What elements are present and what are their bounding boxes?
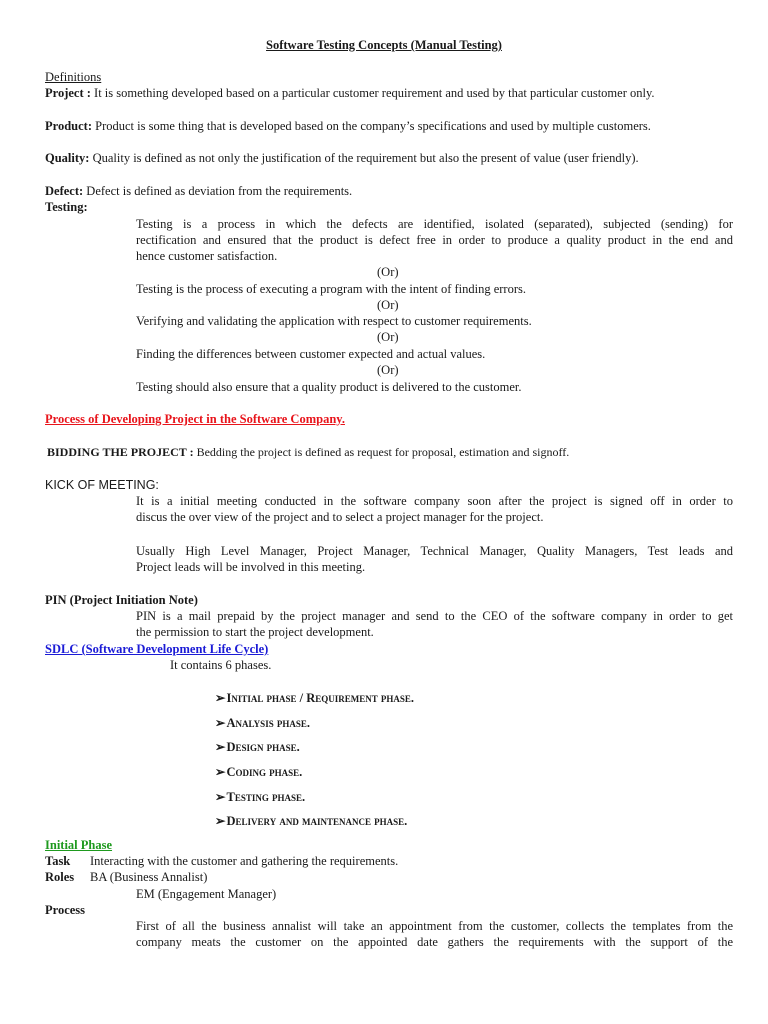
roles-label: Roles	[45, 870, 75, 884]
process-heading: Process of Developing Project in the Software Company.	[45, 412, 345, 426]
pin-paragraph	[136, 608, 733, 640]
quality-text: Quality is defined as not only the justification of the requirement but also the present of value (user friendly).	[89, 151, 639, 165]
defect-definition	[45, 183, 352, 199]
product-term: Product:	[45, 119, 92, 133]
definitions-heading: Definitions	[45, 70, 102, 84]
kickoff-heading: KICK OF MEETING:	[45, 478, 159, 492]
paragraph-line: the permission to start the project development.	[136, 625, 374, 639]
bidding-definition	[47, 444, 569, 460]
paragraph-line: Testing is a process in which the defects are identified, isolated (separated), subjected (sending) for	[136, 217, 733, 231]
paragraph-line: Project leads will be involved in this meeting.	[136, 560, 366, 574]
sdlc-phase-item	[215, 690, 414, 706]
or-separator: (Or)	[377, 330, 399, 344]
arrow-bullet-icon: ➢	[215, 790, 226, 804]
product-text: Product is some thing that is developed based on the company’s specifications and used by multiple customers.	[92, 119, 651, 133]
kickoff-paragraph-1	[136, 493, 733, 525]
or-separator: (Or)	[377, 298, 399, 312]
process-label: Process	[45, 903, 86, 917]
role-em: EM (Engagement Manager)	[136, 887, 277, 901]
arrow-bullet-icon: ➢	[215, 814, 226, 828]
arrow-bullet-icon: ➢	[215, 765, 226, 779]
role-ba: BA (Business Annalist)	[90, 870, 208, 884]
document-title: Software Testing Concepts (Manual Testing)	[266, 38, 502, 52]
project-text: It is something developed based on a particular customer requirement and used by that particular customer only.	[90, 86, 655, 100]
quality-term: Quality:	[45, 151, 90, 165]
testing-term: Testing:	[45, 200, 88, 214]
sdlc-phase-item	[215, 739, 300, 755]
sdlc-phase-item	[215, 813, 407, 829]
sdlc-phase-label: Delivery and maintenance phase.	[226, 814, 408, 828]
paragraph-line: rectification and ensured that the product is defect free in order to produce a quality product in the end and	[136, 233, 733, 247]
arrow-bullet-icon: ➢	[215, 740, 226, 754]
quality-definition	[45, 150, 639, 166]
or-separator: (Or)	[377, 265, 399, 279]
sdlc-phase-label: Coding phase.	[226, 765, 303, 779]
testing-paragraph	[136, 216, 733, 264]
arrow-bullet-icon: ➢	[215, 716, 226, 730]
testing-alt-4: Testing should also ensure that a quality product is delivered to the customer.	[136, 380, 522, 394]
project-term: Project :	[45, 86, 91, 100]
paragraph-line: Usually High Level Manager, Project Manager, Technical Manager, Quality Managers, Test leads and	[136, 544, 733, 558]
sdlc-phase-item	[215, 764, 302, 780]
arrow-bullet-icon: ➢	[215, 691, 226, 705]
sdlc-phase-label: Testing phase.	[226, 790, 306, 804]
sdlc-phase-item	[215, 789, 305, 805]
bidding-text: Bedding the project is defined as request for proposal, estimation and signoff.	[193, 445, 570, 459]
kickoff-paragraph-2	[136, 543, 733, 575]
paragraph-line: hence customer satisfaction.	[136, 249, 278, 263]
paragraph-line: company meats the customer on the appointed date gathers the requirements with the support of the	[136, 935, 733, 949]
sdlc-phase-label: Initial phase / Requirement phase.	[226, 691, 415, 705]
product-definition	[45, 118, 651, 134]
paragraph-line: It is a initial meeting conducted in the software company soon after the project is signed off in order to	[136, 494, 733, 508]
or-separator: (Or)	[377, 363, 399, 377]
sdlc-phase-label: Analysis phase.	[226, 716, 310, 730]
sdlc-phase-item	[215, 715, 310, 731]
defect-term: Defect:	[45, 184, 84, 198]
process-paragraph	[136, 918, 733, 950]
sdlc-heading: SDLC (Software Development Life Cycle)	[45, 642, 269, 656]
testing-alt-1: Testing is the process of executing a program with the intent of finding errors.	[136, 282, 526, 296]
bidding-term: BIDDING THE PROJECT :	[47, 445, 194, 459]
defect-text: Defect is defined as deviation from the requirements.	[83, 184, 353, 198]
paragraph-line: PIN is a mail prepaid by the project manager and send to the CEO of the software company in order to get	[136, 609, 733, 623]
testing-alt-3: Finding the differences between customer expected and actual values.	[136, 347, 486, 361]
task-text: Interacting with the customer and gathering the requirements.	[90, 854, 399, 868]
pin-heading: PIN (Project Initiation Note)	[45, 593, 198, 607]
paragraph-line: discus the over view of the project and to select a project manager for the project.	[136, 510, 544, 524]
sdlc-phase-label: Design phase.	[226, 740, 300, 754]
sdlc-intro: It contains 6 phases.	[170, 658, 272, 672]
paragraph-line: First of all the business annalist will take an appointment from the customer, collects the templates from the	[136, 919, 733, 933]
initial-phase-heading: Initial Phase	[45, 838, 113, 852]
testing-alt-2: Verifying and validating the application with respect to customer requirements.	[136, 314, 532, 328]
project-definition	[45, 85, 655, 101]
task-label: Task	[45, 854, 71, 868]
